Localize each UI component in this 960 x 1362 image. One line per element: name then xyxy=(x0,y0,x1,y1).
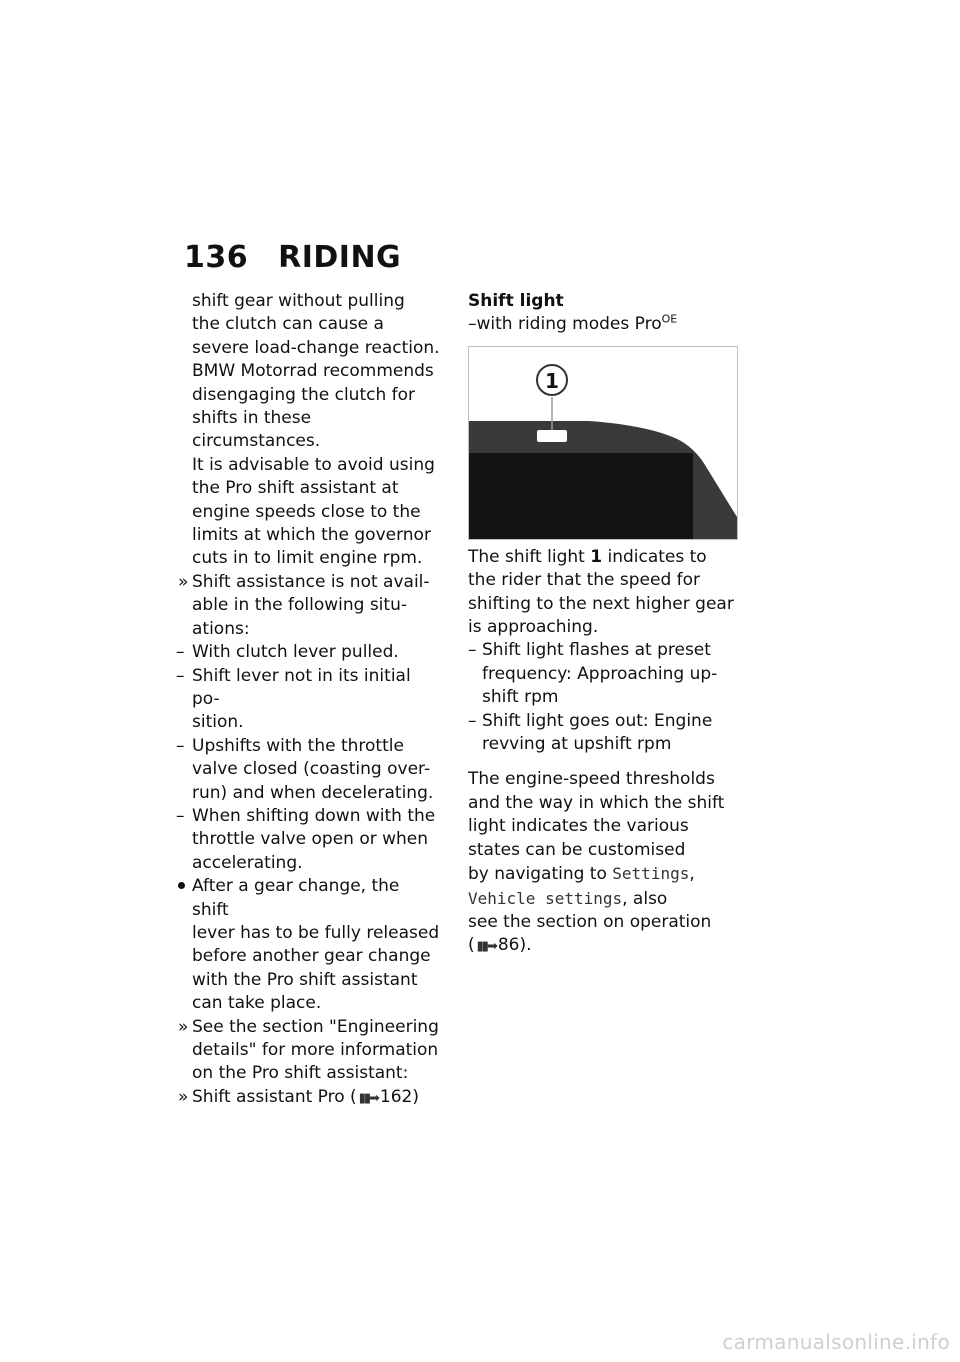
desc-text: The shift light xyxy=(468,546,591,567)
text-line: with the Pro shift assistant xyxy=(192,969,418,990)
text-line: frequency: Approaching up- xyxy=(482,663,718,684)
text-line: and the way in which the shift xyxy=(468,792,725,813)
cross-reference[interactable] xyxy=(468,934,742,958)
text-line: before another gear change xyxy=(192,946,431,967)
text-line: see the section on operation xyxy=(468,911,712,932)
callout-ref: 1 xyxy=(590,546,603,567)
reference-text: Shift assistant Pro ( xyxy=(192,1086,357,1107)
note-marker-icon: » xyxy=(178,571,189,592)
note-item xyxy=(178,571,440,641)
dash-marker: – xyxy=(176,642,185,663)
list-item xyxy=(178,805,440,875)
note-item xyxy=(178,1016,440,1086)
text-line: light indicates the various xyxy=(468,816,689,837)
page-arrow-icon: ▮▮➡ xyxy=(358,1090,378,1106)
note-marker-icon: » xyxy=(178,1086,189,1107)
page-number: 136 xyxy=(184,240,249,275)
settings-paragraph xyxy=(468,768,742,958)
shift-light-indicator xyxy=(537,430,567,442)
text-line xyxy=(468,862,742,886)
menu-path-settings: Settings xyxy=(612,864,690,884)
bullet-item xyxy=(178,875,440,1015)
text-line: revving at upshift rpm xyxy=(482,734,672,755)
menu-path-vehicle-settings: Vehicle settings xyxy=(468,888,623,908)
text-line: shift rpm xyxy=(482,687,559,708)
text-line: the Pro shift assistant at xyxy=(192,478,399,499)
text-line: Shift lever not in its initial po- xyxy=(192,665,411,709)
text-line: After a gear change, the shift xyxy=(192,876,400,920)
dash-marker: – xyxy=(176,735,185,756)
section-subheading xyxy=(468,313,742,336)
right-column xyxy=(468,290,742,959)
page-header xyxy=(184,240,401,275)
text-line: disengaging the clutch for xyxy=(192,384,416,405)
text-line xyxy=(468,546,742,569)
text-line: the rider that the speed for xyxy=(468,570,701,591)
text-line: shifts in these circumstances. xyxy=(192,408,321,452)
text-line: lever has to be fully released xyxy=(192,922,440,943)
ref-open: ( xyxy=(468,935,475,956)
text-line: details" for more information xyxy=(192,1040,439,1060)
callout-number: 1 xyxy=(545,368,559,393)
oe-superscript: OE xyxy=(661,312,678,326)
text-line: is approaching. xyxy=(468,617,599,638)
bullet-icon xyxy=(178,875,192,898)
text-line: It is advisable to avoid using xyxy=(192,454,435,475)
text-line: valve closed (coasting over- xyxy=(192,759,431,780)
dash-marker: – xyxy=(176,805,185,826)
text-line: Shift assistance is not avail- xyxy=(192,571,430,592)
list-item xyxy=(178,735,440,805)
text-line: BMW Motorrad recommends xyxy=(192,361,434,382)
cross-reference[interactable] xyxy=(192,1086,440,1110)
reference-page: 86). xyxy=(497,935,532,956)
dash-marker: – xyxy=(468,710,477,731)
shift-light-figure xyxy=(468,346,738,540)
text-line: states can be customised xyxy=(468,839,686,860)
list-item xyxy=(178,641,440,664)
list-item xyxy=(178,665,440,735)
text-line: accelerating. xyxy=(192,852,303,873)
text-line: ations: xyxy=(192,618,250,639)
text-line: engine speeds close to the xyxy=(192,501,421,522)
subheading-text: –with riding modes Pro xyxy=(468,314,662,335)
text-line: shifting to the next higher gear xyxy=(468,593,734,614)
text-line: With clutch lever pulled. xyxy=(192,642,399,663)
section-title: RIDING xyxy=(278,240,402,275)
text-line: Shift light flashes at preset xyxy=(482,640,711,661)
text-line: can take place. xyxy=(192,993,322,1014)
text-line: cuts in to limit engine rpm. xyxy=(192,548,423,569)
description-paragraph xyxy=(468,546,742,640)
text-line: the clutch can cause a xyxy=(192,314,384,335)
list-item xyxy=(468,710,742,757)
text-line: run) and when decelerating. xyxy=(192,782,434,803)
dash-marker: – xyxy=(176,665,185,686)
text-line: shift gear without pulling xyxy=(192,291,405,311)
desc-text: indicates to xyxy=(602,546,707,567)
section-heading: Shift light xyxy=(468,291,564,311)
list-item xyxy=(468,639,742,709)
note-marker-icon: » xyxy=(178,1016,189,1037)
text-line: able in the following situ- xyxy=(192,595,407,616)
intro-paragraph xyxy=(178,290,440,571)
text-line: severe load-change reaction. xyxy=(192,337,440,358)
display-screen xyxy=(469,453,693,539)
text-line xyxy=(468,887,742,911)
watermark: carmanualsonline.info xyxy=(722,1330,950,1354)
text-line: sition. xyxy=(192,712,244,733)
text-line: throttle valve open or when xyxy=(192,829,429,850)
nav-text: by navigating to xyxy=(468,864,613,885)
left-column xyxy=(178,290,440,1110)
text-line: limits at which the governor xyxy=(192,525,431,546)
text-line: Upshifts with the throttle xyxy=(192,735,404,756)
text-line: The engine-speed thresholds xyxy=(468,769,715,790)
dashboard-illustration xyxy=(469,347,737,539)
text-line: on the Pro shift assistant: xyxy=(192,1063,409,1084)
note-item xyxy=(178,1086,440,1110)
nav-text: , also xyxy=(622,888,668,909)
reference-page: 162) xyxy=(379,1086,419,1107)
nav-comma: , xyxy=(689,864,695,885)
text-line: When shifting down with the xyxy=(192,805,436,826)
text-line: See the section "Engineering xyxy=(192,1016,439,1037)
dash-marker: – xyxy=(468,640,477,661)
page-arrow-icon: ▮▮➡ xyxy=(476,939,496,955)
text-line: Shift light goes out: Engine xyxy=(482,710,713,731)
